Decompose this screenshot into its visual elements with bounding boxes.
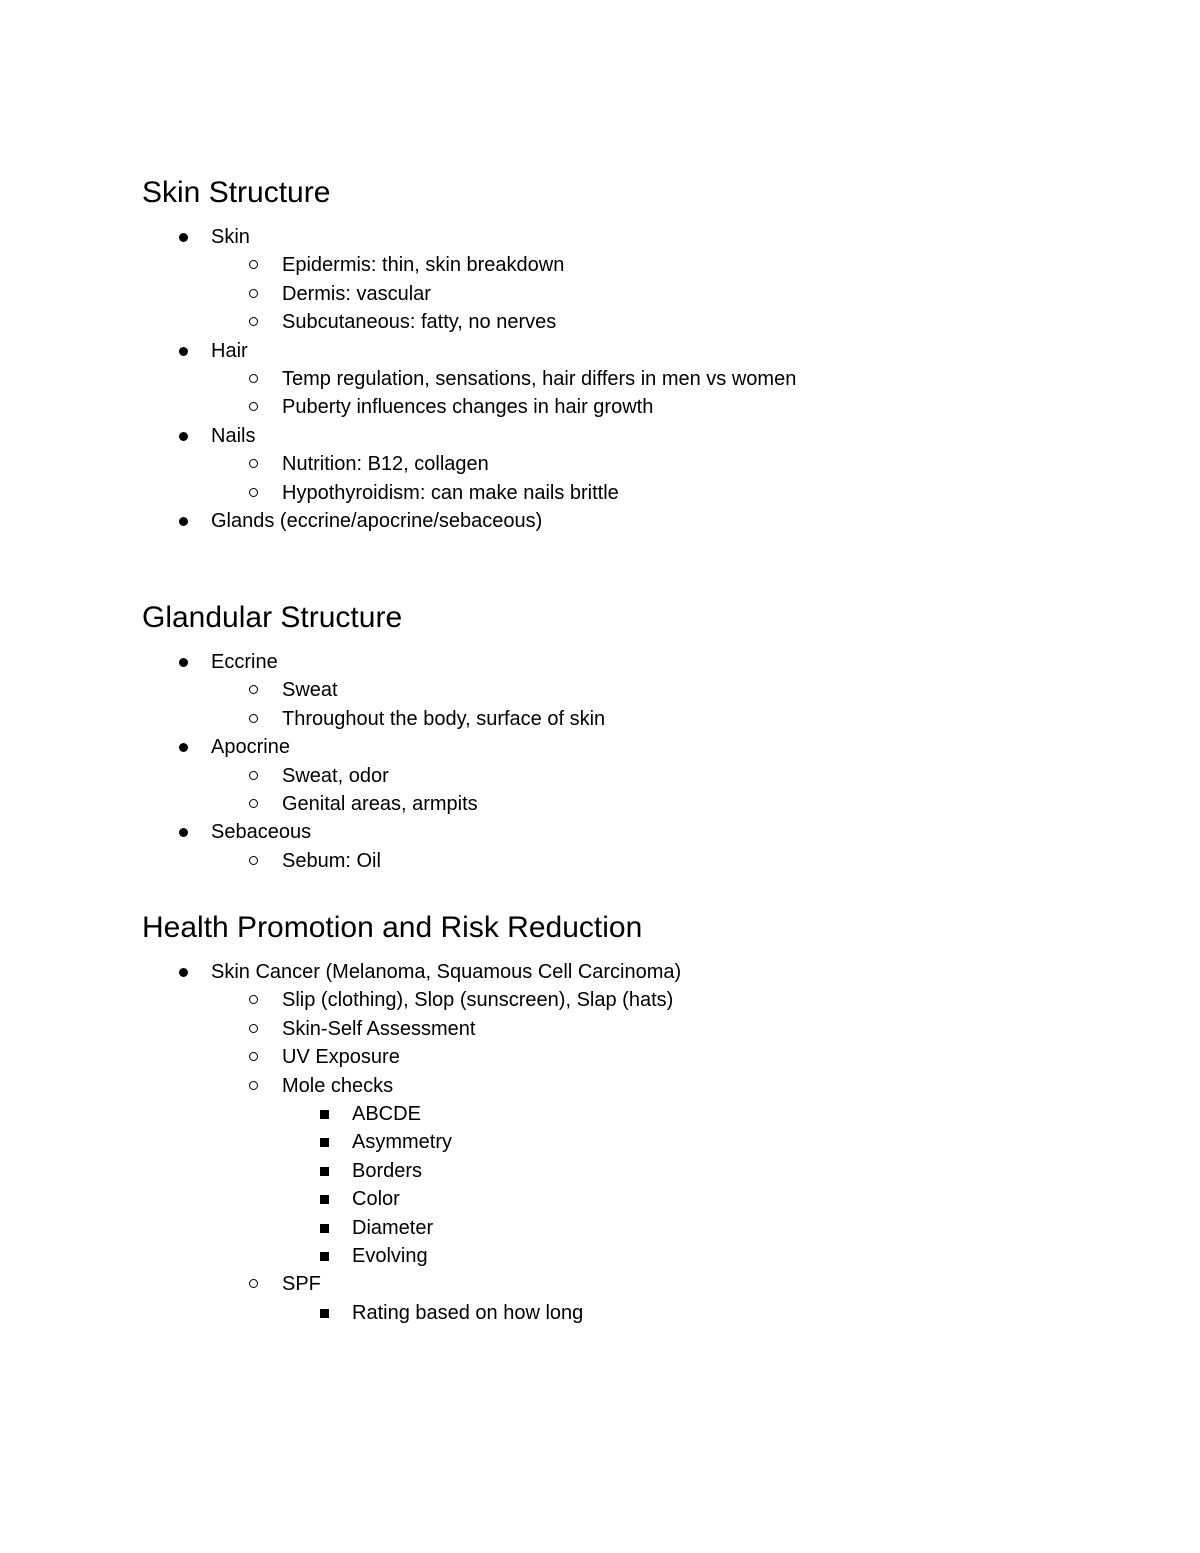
list-item: Skin — [142, 223, 796, 251]
bullet-list — [142, 958, 681, 1327]
bullet-list — [142, 648, 605, 875]
list-item: Sebum: Oil — [142, 847, 605, 875]
list-item: Borders — [142, 1157, 681, 1185]
square-bullet-icon — [320, 1252, 329, 1261]
list-item: Color — [142, 1185, 681, 1213]
hollow-circle-bullet-icon — [249, 1081, 258, 1090]
list-item: Genital areas, armpits — [142, 790, 605, 818]
filled-circle-bullet-icon — [179, 743, 188, 752]
list-item: Eccrine — [142, 648, 605, 676]
section-glandular-structure — [142, 600, 605, 875]
filled-circle-bullet-icon — [179, 233, 188, 242]
hollow-circle-bullet-icon — [249, 714, 258, 723]
list-item: Evolving — [142, 1242, 681, 1270]
list-item: Epidermis: thin, skin breakdown — [142, 251, 796, 279]
list-item: Asymmetry — [142, 1128, 681, 1156]
hollow-circle-bullet-icon — [249, 856, 258, 865]
list-item: Nutrition: B12, collagen — [142, 450, 796, 478]
hollow-circle-bullet-icon — [249, 402, 258, 411]
list-item: Mole checks — [142, 1072, 681, 1100]
filled-circle-bullet-icon — [179, 347, 188, 356]
filled-circle-bullet-icon — [179, 658, 188, 667]
section-health-promotion — [142, 910, 681, 1327]
list-item: Puberty influences changes in hair growth — [142, 393, 796, 421]
hollow-circle-bullet-icon — [249, 799, 258, 808]
square-bullet-icon — [320, 1195, 329, 1204]
hollow-circle-bullet-icon — [249, 317, 258, 326]
list-item: Diameter — [142, 1214, 681, 1242]
hollow-circle-bullet-icon — [249, 1024, 258, 1033]
list-item: Throughout the body, surface of skin — [142, 705, 605, 733]
hollow-circle-bullet-icon — [249, 260, 258, 269]
list-item: Slip (clothing), Slop (sunscreen), Slap (hats) — [142, 986, 681, 1014]
hollow-circle-bullet-icon — [249, 374, 258, 383]
square-bullet-icon — [320, 1110, 329, 1119]
list-item: ABCDE — [142, 1100, 681, 1128]
hollow-circle-bullet-icon — [249, 289, 258, 298]
section-heading: Health Promotion and Risk Reduction — [142, 911, 643, 944]
list-item: Rating based on how long — [142, 1299, 681, 1327]
list-item: Hypothyroidism: can make nails brittle — [142, 479, 796, 507]
square-bullet-icon — [320, 1224, 329, 1233]
list-item: Skin Cancer (Melanoma, Squamous Cell Carcinoma) — [142, 958, 681, 986]
square-bullet-icon — [320, 1167, 329, 1176]
hollow-circle-bullet-icon — [249, 771, 258, 780]
section-heading: Glandular Structure — [142, 601, 403, 634]
hollow-circle-bullet-icon — [249, 459, 258, 468]
hollow-circle-bullet-icon — [249, 488, 258, 497]
list-item: Temp regulation, sensations, hair differs in men vs women — [142, 365, 796, 393]
list-item: Subcutaneous: fatty, no nerves — [142, 308, 796, 336]
list-item: Sebaceous — [142, 818, 605, 846]
bullet-list — [142, 223, 796, 535]
square-bullet-icon — [320, 1309, 329, 1318]
hollow-circle-bullet-icon — [249, 1279, 258, 1288]
filled-circle-bullet-icon — [179, 432, 188, 441]
section-skin-structure — [142, 175, 796, 535]
hollow-circle-bullet-icon — [249, 685, 258, 694]
list-item: Hair — [142, 337, 796, 365]
square-bullet-icon — [320, 1138, 329, 1147]
hollow-circle-bullet-icon — [249, 995, 258, 1004]
list-item: Dermis: vascular — [142, 280, 796, 308]
filled-circle-bullet-icon — [179, 828, 188, 837]
list-item: Glands (eccrine/apocrine/sebaceous) — [142, 507, 796, 535]
list-item: UV Exposure — [142, 1043, 681, 1071]
hollow-circle-bullet-icon — [249, 1052, 258, 1061]
list-item: Skin-Self Assessment — [142, 1015, 681, 1043]
list-item: Sweat — [142, 676, 605, 704]
filled-circle-bullet-icon — [179, 517, 188, 526]
list-item: Sweat, odor — [142, 762, 605, 790]
filled-circle-bullet-icon — [179, 968, 188, 977]
list-item: SPF — [142, 1270, 681, 1298]
list-item: Apocrine — [142, 733, 605, 761]
list-item: Nails — [142, 422, 796, 450]
section-heading: Skin Structure — [142, 176, 331, 209]
